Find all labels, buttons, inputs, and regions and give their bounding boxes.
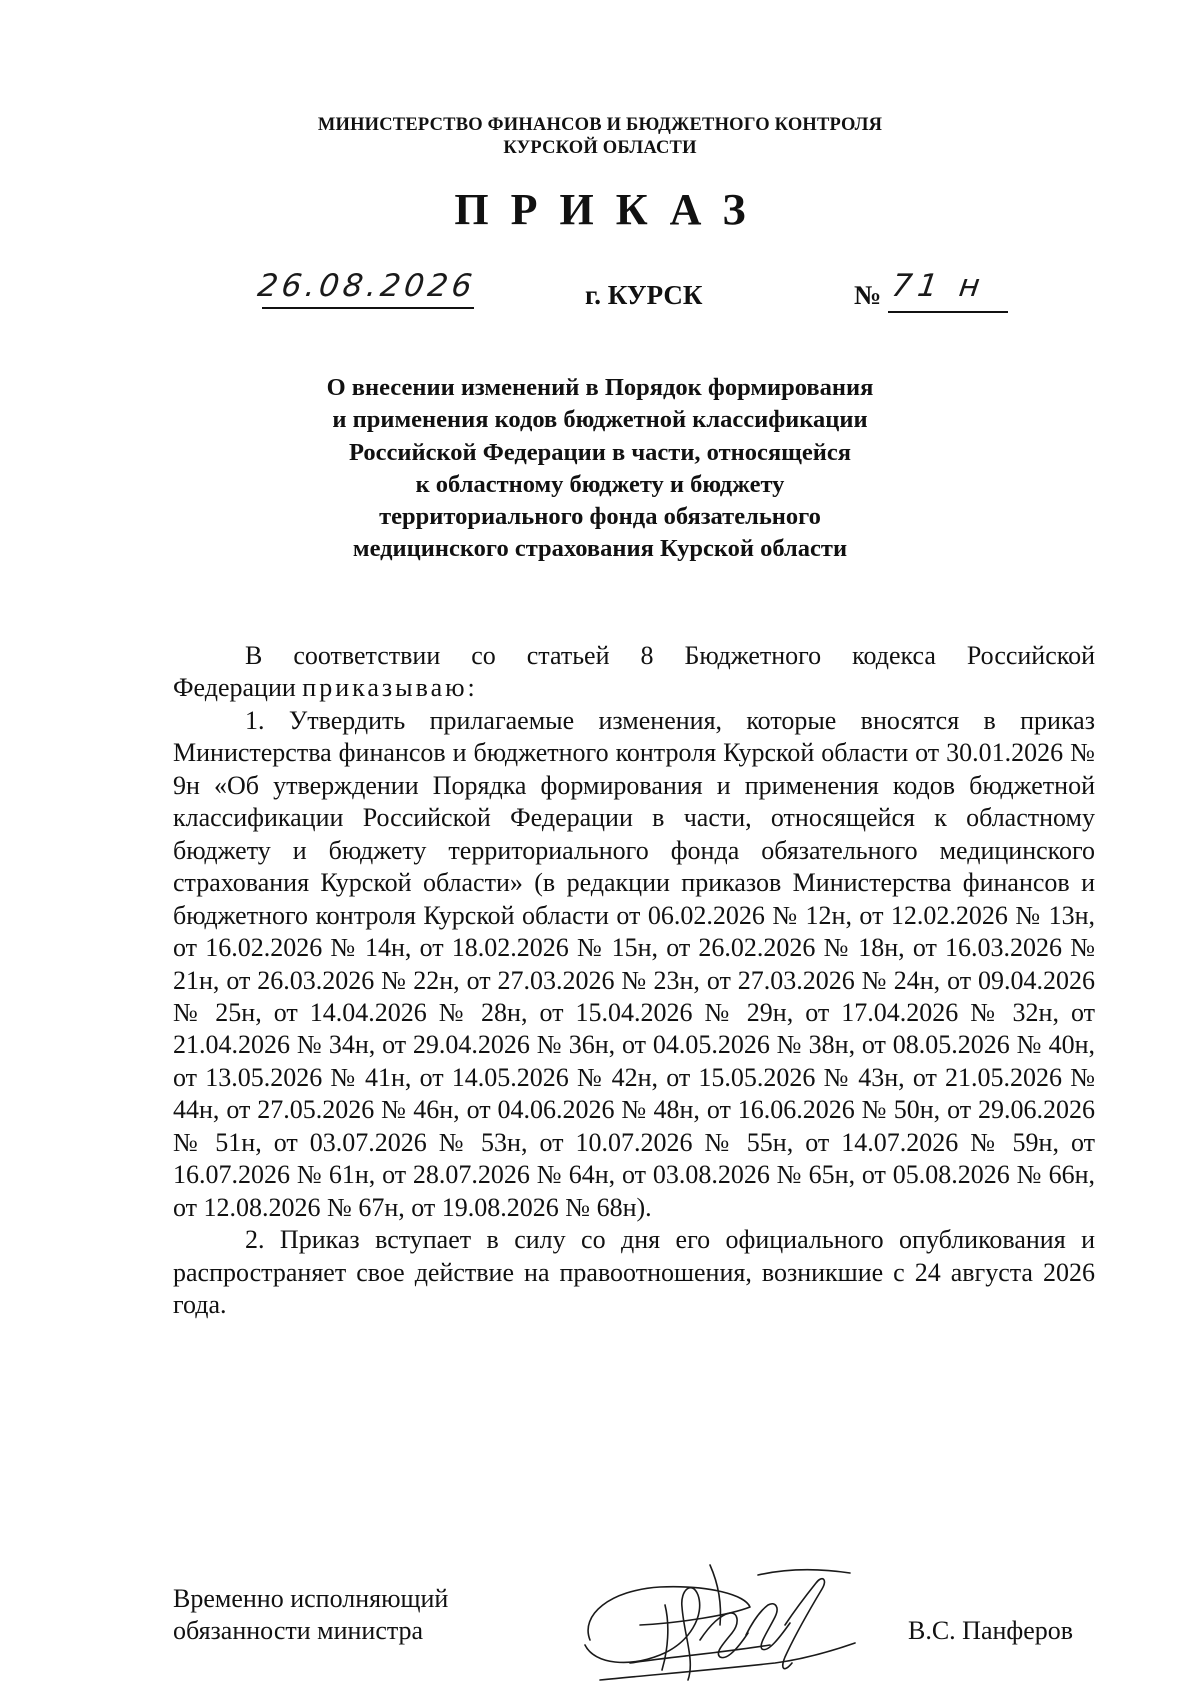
preamble-paragraph — [173, 640, 1095, 672]
subject-line: к областному бюджету и бюджету — [415, 470, 785, 498]
handwritten-signature — [570, 1545, 870, 1695]
ministry-line-2: КУРСКОЙ ОБЛАСТИ — [503, 138, 697, 158]
preamble-order-word: приказываю: — [302, 673, 478, 703]
ministry-line-1: МИНИСТЕРСТВО ФИНАНСОВ И БЮДЖЕТНОГО КОНТРОЛЯ — [317, 115, 883, 135]
preamble-line-1: В соответствии со статьей 8 Бюджетного кодекса Российской — [245, 641, 1095, 670]
item-1-paragraph: 1. Утвердить прилагаемые изменения, которые вносятся в приказ Министерства финансов и бюджетного контроля Курской области от 30.01.2026 № 9н «Об утверждении Порядка формирования и применения кодов бюджетной классификации Российской Федерации в части, относящейся к областному бюджету и бюджету территориального фонда обязательного медицинского страхования Курской области» (в редакции приказов Министерства финансов и бюджетного контроля Курской области от 06.02.2026 № 12н, от 12.02.2026 № 13н, от 16.02.2026 № 14н, от 18.02.2026 № 15н, от 26.02.2026 № 18н, от 16.03.2026 № 21н, от 26.03.2026 № 22н, от 27.03.2026 № 23н, от 27.03.2026 № 24н, от 09.04.2026 № 25н, от 14.04.2026 № 28н, от 15.04.2026 № 29н, от 17.04.2026 № 32н, от 21.04.2026 № 34н, от 29.04.2026 № 36н, от 04.05.2026 № 38н, от 08.05.2026 № 40н, от 13.05.2026 № 41н, от 14.05.2026 № 42н, от 15.05.2026 № 43н, от 21.05.2026 № 44н, от 27.05.2026 № 46н, от 04.06.2026 № 48н, от 16.06.2026 № 50н, от 29.06.2026 № 51н, от 03.07.2026 № 53н, от 10.07.2026 № 55н, от 14.07.2026 № 59н, от 16.07.2026 № 61н, от 28.07.2026 № 64н, от 03.08.2026 № 65н, от 05.08.2026 № 66н, от 12.08.2026 № 67н, от 19.08.2026 № 68н). — [173, 705, 1095, 1222]
position-line-1: Временно исполняющий — [173, 1584, 449, 1613]
document-subject — [250, 372, 950, 566]
signatory-position — [173, 1583, 448, 1647]
subject-line: медицинского страхования Курской области — [352, 535, 848, 563]
document-body — [173, 640, 1095, 1322]
item-2-paragraph: 2. Приказ вступает в силу со дня его официального опубликования и распространяет свое действие на правоотношения, возникшие с 24 августа 2026 года. — [173, 1225, 1095, 1320]
ministry-header — [0, 114, 1200, 160]
signatory-name: В.С. Панферов — [908, 1616, 1074, 1645]
subject-line: О внесении изменений в Порядок формирования — [326, 374, 874, 401]
number-underline — [888, 311, 1008, 313]
handwritten-number: 71 н — [889, 268, 989, 304]
handwritten-date: 26.08.2026 — [255, 268, 479, 304]
preamble-start: Федерации — [173, 673, 303, 703]
subject-line: территориального фонда обязательного — [379, 503, 821, 531]
date-underline — [262, 307, 474, 309]
city-label: г. КУРСК — [585, 280, 703, 310]
number-sign: № — [854, 280, 882, 310]
subject-line: и применения кодов бюджетной классификации — [332, 406, 868, 434]
preamble-line-2 — [173, 672, 1095, 704]
document-type-title: ПРИКАЗ — [454, 185, 768, 234]
position-line-2: обязанности министра — [173, 1616, 424, 1645]
subject-line: Российской Федерации в части, относящейся — [349, 438, 851, 466]
